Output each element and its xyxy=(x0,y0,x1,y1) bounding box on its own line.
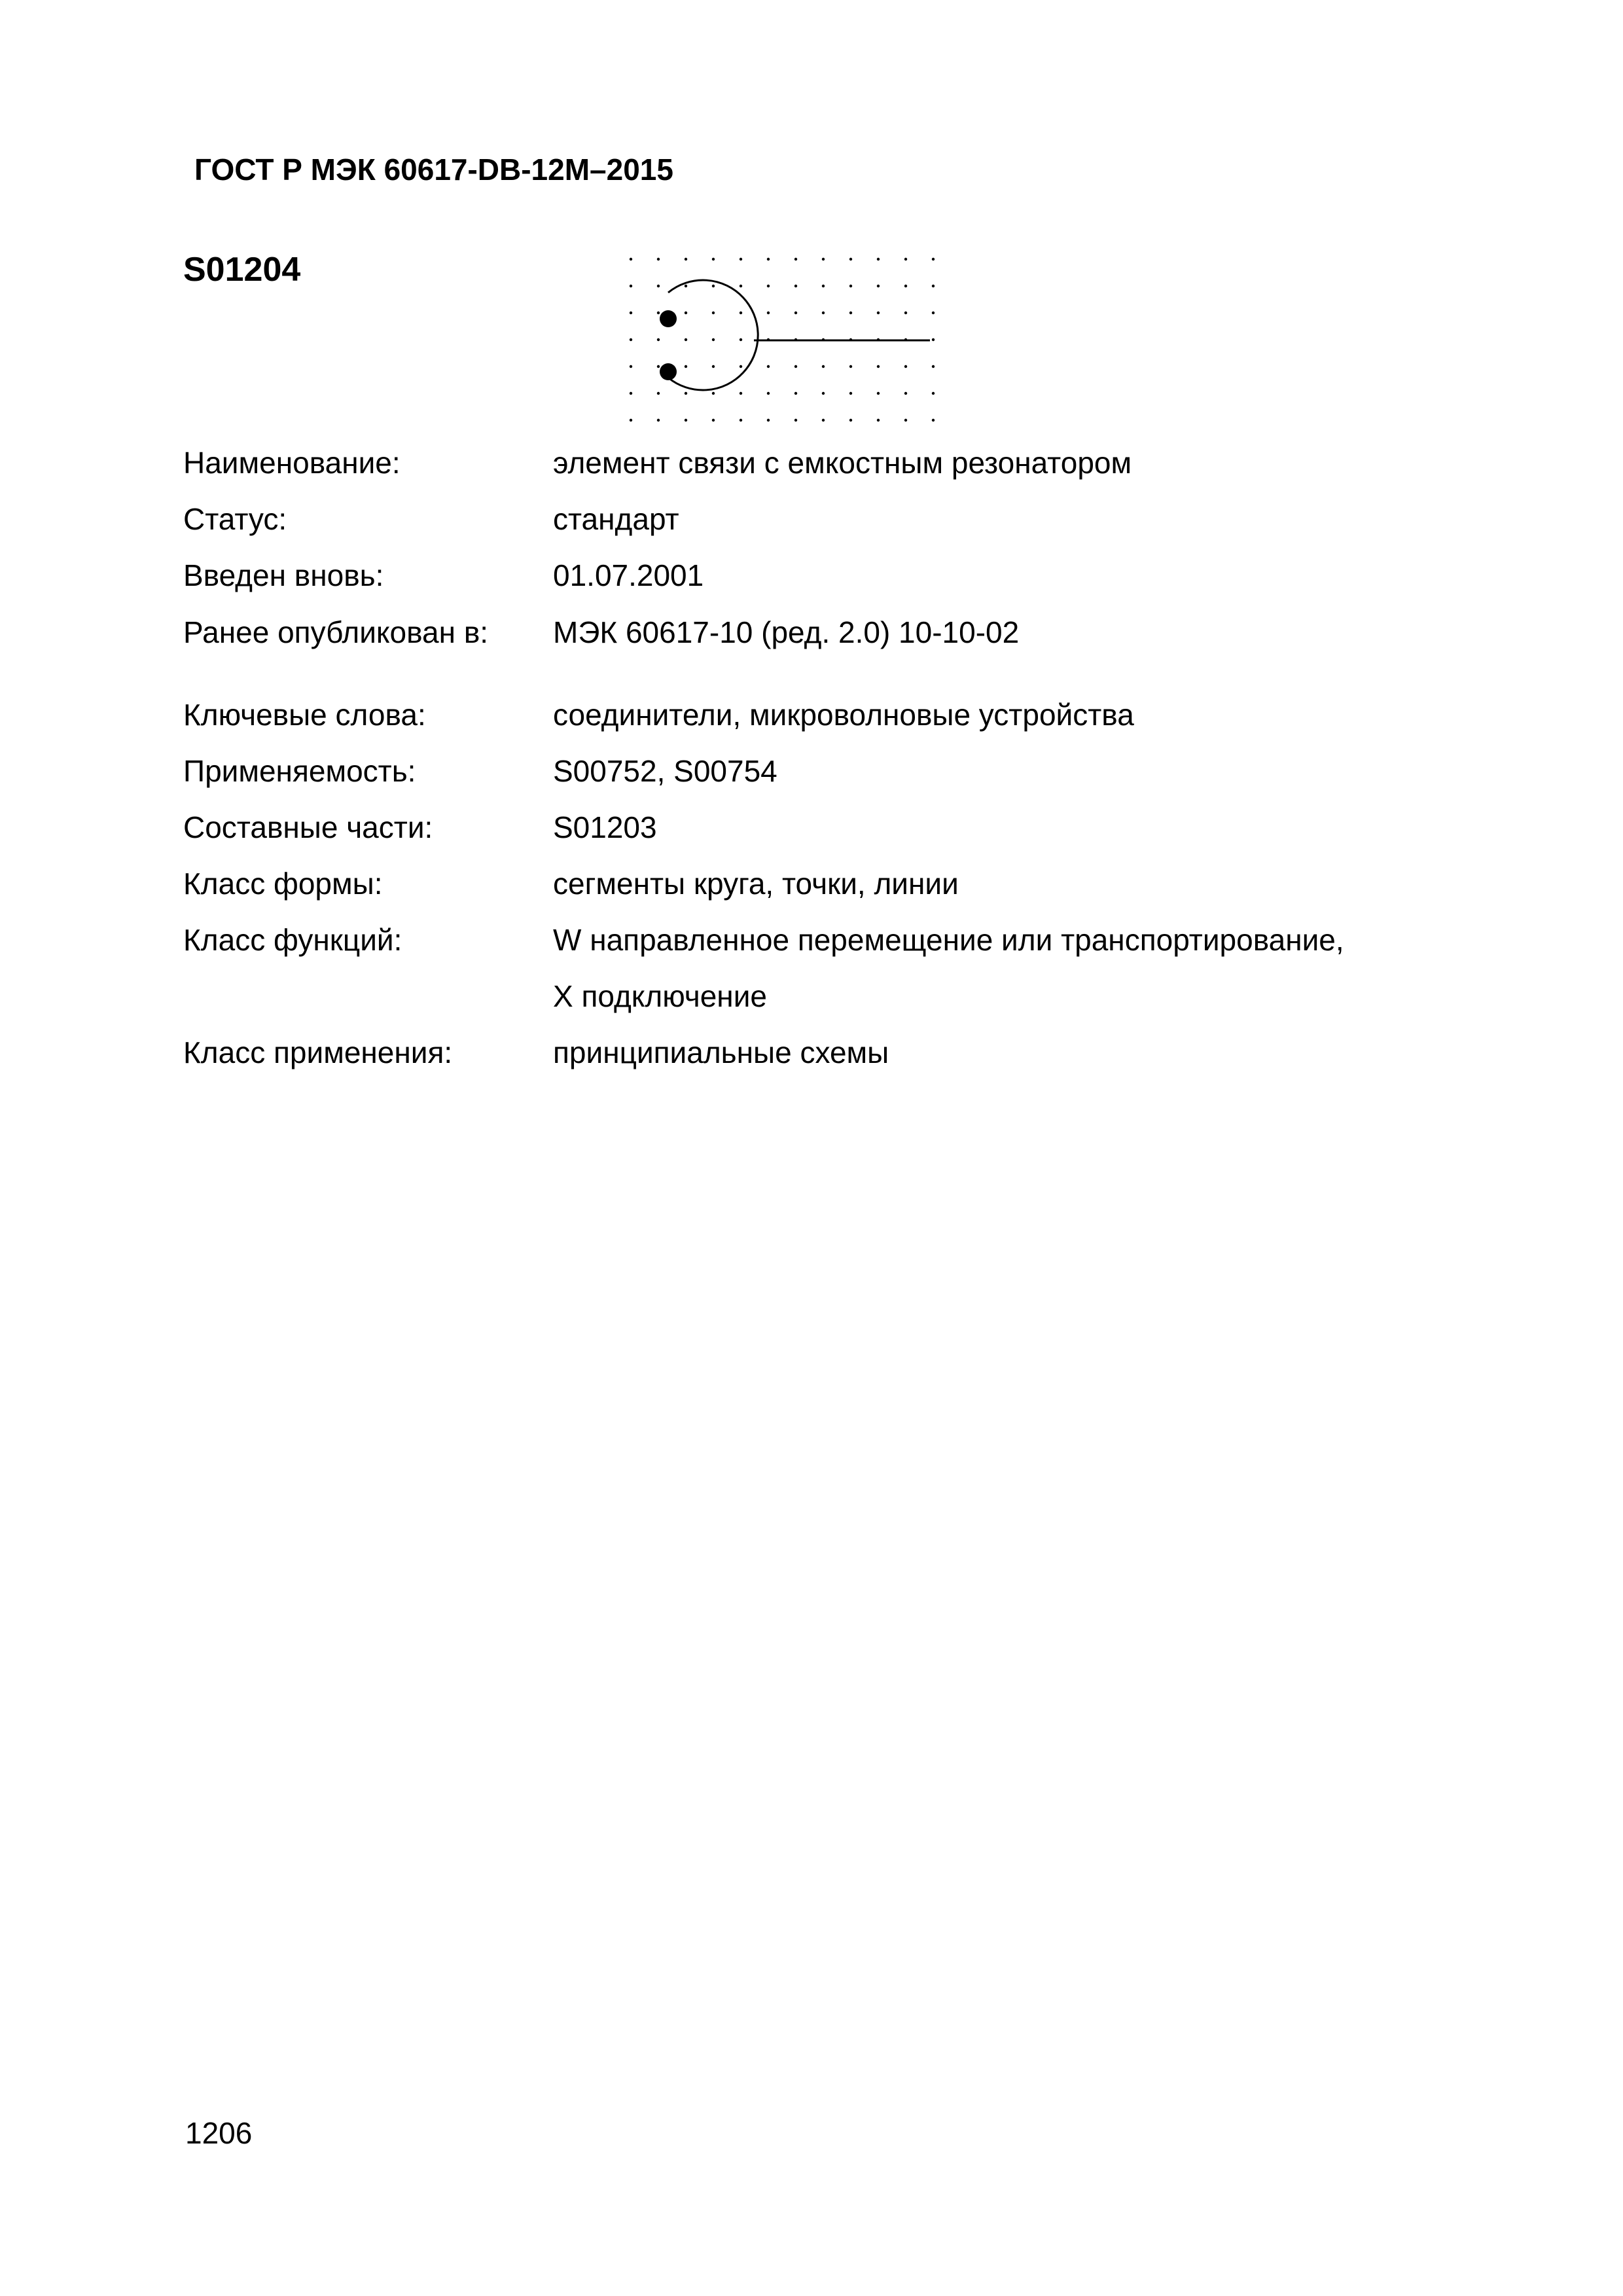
field-label: Ранее опубликован в: xyxy=(183,615,489,649)
grid-dot xyxy=(740,312,742,314)
grid-dot xyxy=(740,365,742,368)
grid-dot xyxy=(932,419,935,422)
field-value: принципиальные схемы xyxy=(553,1035,889,1069)
field-label: Применяемость: xyxy=(183,754,416,788)
field-value: соединители, микроволновые устройства xyxy=(553,698,1134,732)
grid-dot xyxy=(657,258,660,260)
grid-dot xyxy=(877,312,880,314)
grid-dot xyxy=(849,285,852,287)
grid-dot xyxy=(685,285,687,287)
field-label: Класс применения: xyxy=(183,1035,453,1069)
grid-dot xyxy=(712,338,715,341)
field-label: Ключевые слова: xyxy=(183,698,426,732)
symbol-code: S01204 xyxy=(183,251,301,289)
grid-dot xyxy=(822,312,825,314)
grid-dot xyxy=(657,312,660,314)
grid-dot xyxy=(904,312,907,314)
field-label: Статус: xyxy=(183,502,287,536)
grid-dot xyxy=(657,392,660,395)
field-label: Класс формы: xyxy=(183,867,383,901)
grid-dot xyxy=(822,258,825,260)
grid-dot xyxy=(877,419,880,422)
grid-dot xyxy=(630,365,632,368)
grid-dot xyxy=(712,258,715,260)
grid-dot xyxy=(712,365,715,368)
grid-dot xyxy=(794,419,797,422)
grid-dot xyxy=(877,258,880,260)
grid-dot xyxy=(904,419,907,422)
grid-dot xyxy=(849,365,852,368)
grid-dot xyxy=(630,285,632,287)
symbol-drawing xyxy=(628,255,969,445)
field-value: S00752, S00754 xyxy=(553,754,777,788)
connection-dot-bottom xyxy=(660,363,677,380)
grid-dot xyxy=(740,338,742,341)
grid-dot xyxy=(740,419,742,422)
grid-dot xyxy=(849,312,852,314)
grid-dot xyxy=(740,258,742,260)
field-label: Введен вновь: xyxy=(183,558,384,592)
grid-dot xyxy=(932,312,935,314)
grid-dot xyxy=(932,392,935,395)
grid-dot xyxy=(657,365,660,368)
grid-dots xyxy=(630,258,935,445)
grid-dot xyxy=(877,285,880,287)
grid-dot xyxy=(740,285,742,287)
grid-dot xyxy=(630,338,632,341)
grid-dot xyxy=(630,258,632,260)
field-value: МЭК 60617-10 (ред. 2.0) 10-10-02 xyxy=(553,615,1020,649)
grid-dot xyxy=(767,419,770,422)
grid-dot xyxy=(767,312,770,314)
grid-dot xyxy=(685,419,687,422)
grid-dot xyxy=(794,312,797,314)
grid-dot xyxy=(822,365,825,368)
field-label: Наименование: xyxy=(183,446,401,480)
grid-dot xyxy=(767,365,770,368)
field-value: W направленное перемещение или транспортирование, xyxy=(553,923,1344,957)
grid-dot xyxy=(685,338,687,341)
grid-dot xyxy=(822,392,825,395)
grid-dot xyxy=(932,285,935,287)
grid-dot xyxy=(904,392,907,395)
grid-dot xyxy=(767,285,770,287)
grid-dot xyxy=(685,312,687,314)
field-value: сегменты круга, точки, линии xyxy=(553,867,959,901)
grid-dot xyxy=(712,392,715,395)
field-value: 01.07.2001 xyxy=(553,558,704,592)
field-label: Составные части: xyxy=(183,810,433,844)
connection-dot-top xyxy=(660,310,677,327)
grid-dot xyxy=(685,392,687,395)
grid-dot xyxy=(794,258,797,260)
grid-dot xyxy=(849,258,852,260)
grid-dot xyxy=(932,365,935,368)
grid-dot xyxy=(849,419,852,422)
grid-dot xyxy=(712,312,715,314)
grid-dot xyxy=(794,285,797,287)
grid-dot xyxy=(932,338,935,341)
grid-dot xyxy=(767,392,770,395)
grid-dot xyxy=(767,258,770,260)
field-value: элемент связи с емкостным резонатором xyxy=(553,446,1132,480)
grid-dot xyxy=(712,419,715,422)
grid-dot xyxy=(630,392,632,395)
grid-dot xyxy=(657,419,660,422)
document-header: ГОСТ Р МЭК 60617-DB-12M–2015 xyxy=(194,152,673,187)
grid-dot xyxy=(932,258,935,260)
page-number: 1206 xyxy=(185,2116,253,2150)
grid-dot xyxy=(630,419,632,422)
grid-dot xyxy=(794,365,797,368)
grid-dot xyxy=(630,312,632,314)
field-value: стандарт xyxy=(553,502,679,536)
grid-dot xyxy=(904,365,907,368)
grid-dot xyxy=(877,365,880,368)
grid-dot xyxy=(685,258,687,260)
resonator-circle-segment xyxy=(668,280,758,390)
grid-dot xyxy=(877,392,880,395)
field-value: S01203 xyxy=(553,810,657,844)
grid-dot xyxy=(822,285,825,287)
grid-dot xyxy=(904,285,907,287)
grid-dot xyxy=(822,419,825,422)
grid-dot xyxy=(712,285,715,287)
grid-dot xyxy=(849,392,852,395)
grid-dot xyxy=(657,338,660,341)
grid-dot xyxy=(657,285,660,287)
grid-dot xyxy=(740,392,742,395)
grid-dot xyxy=(794,392,797,395)
field-value: X подключение xyxy=(553,979,767,1013)
field-label: Класс функций: xyxy=(183,923,402,957)
grid-dot xyxy=(685,365,687,368)
grid-dot xyxy=(904,258,907,260)
